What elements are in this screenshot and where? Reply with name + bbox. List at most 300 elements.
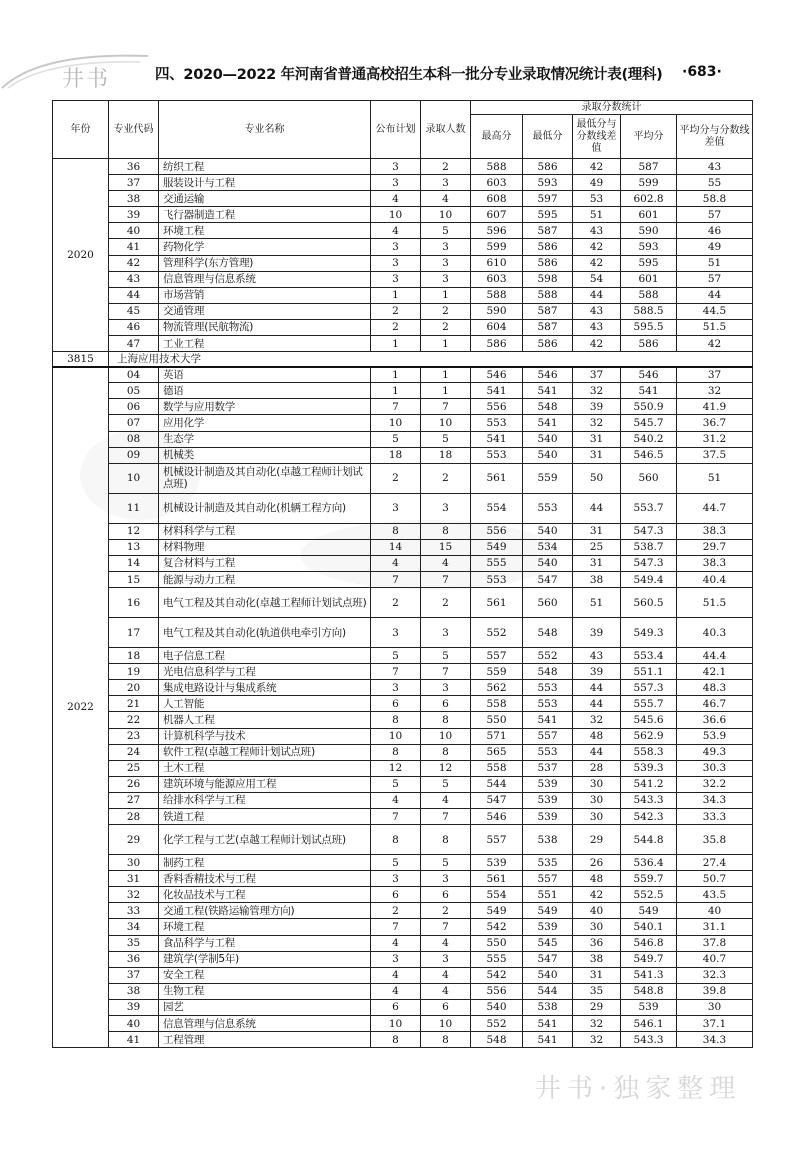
cell-name: 英语 — [159, 367, 371, 383]
cell-admitted: 4 — [421, 983, 471, 999]
cell-avg-diff: 40.7 — [677, 951, 753, 967]
cell-max: 596 — [471, 223, 523, 239]
cell-admitted: 2 — [421, 903, 471, 919]
cell-min-diff: 36 — [573, 935, 621, 951]
cell-avg-diff: 40.4 — [677, 571, 753, 587]
table-row — [53, 303, 753, 319]
cell-name: 机械设计制造及其自动化(机辆工程方向) — [159, 493, 371, 523]
cell-admitted: 7 — [421, 664, 471, 680]
cell-code: 15 — [109, 571, 159, 587]
cell-min: 560 — [523, 588, 573, 618]
cell-avg-diff: 30 — [677, 999, 753, 1015]
cell-name: 纺织工程 — [159, 159, 371, 175]
cell-name: 交通管理 — [159, 303, 371, 319]
cell-min: 549 — [523, 903, 573, 919]
cell-min: 544 — [523, 983, 573, 999]
table-row — [53, 255, 753, 271]
cell-code: 47 — [109, 336, 159, 352]
cell-code: 07 — [109, 415, 159, 431]
cell-name: 环境工程 — [159, 223, 371, 239]
cell-min: 548 — [523, 664, 573, 680]
cell-admitted: 1 — [421, 287, 471, 303]
cell-avg-diff: 49.3 — [677, 744, 753, 760]
cell-max: 546 — [471, 367, 523, 383]
cell-code: 05 — [109, 383, 159, 399]
cell-code: 06 — [109, 399, 159, 415]
cell-min-diff: 39 — [573, 664, 621, 680]
cell-code: 21 — [109, 696, 159, 712]
cell-admitted: 2 — [421, 463, 471, 493]
cell-avg: 546.1 — [621, 1016, 677, 1032]
cell-admitted: 6 — [421, 887, 471, 903]
table-row — [53, 664, 753, 680]
cell-code: 36 — [109, 951, 159, 967]
table-row — [53, 903, 753, 919]
cell-avg: 586 — [621, 336, 677, 352]
cell-name: 生态学 — [159, 431, 371, 447]
cell-avg: 542.3 — [621, 809, 677, 825]
cell-admitted: 5 — [421, 648, 471, 664]
cell-name: 化妆品技术与工程 — [159, 887, 371, 903]
cell-code: 38 — [109, 191, 159, 207]
cell-avg-diff: 44.4 — [677, 648, 753, 664]
header-avg-diff: 平均分与分数线差值 — [677, 115, 753, 159]
table-row — [53, 367, 753, 383]
cell-admitted: 5 — [421, 223, 471, 239]
cell-min-diff: 48 — [573, 871, 621, 887]
cell-avg: 543.3 — [621, 792, 677, 808]
cell-min: 548 — [523, 618, 573, 648]
cell-code: 34 — [109, 919, 159, 935]
cell-min-diff: 43 — [573, 648, 621, 664]
cell-max: 541 — [471, 431, 523, 447]
cell-min-diff: 30 — [573, 919, 621, 935]
cell-code: 29 — [109, 825, 159, 855]
cell-min-diff: 40 — [573, 903, 621, 919]
table-row — [53, 555, 753, 571]
cell-min-diff: 43 — [573, 303, 621, 319]
cell-min: 597 — [523, 191, 573, 207]
cell-avg-diff: 31.2 — [677, 431, 753, 447]
cell-name: 环境工程 — [159, 919, 371, 935]
cell-admitted: 1 — [421, 367, 471, 383]
cell-code: 36 — [109, 159, 159, 175]
table-row — [53, 648, 753, 664]
cell-name: 给排水科学与工程 — [159, 792, 371, 808]
cell-admitted: 4 — [421, 935, 471, 951]
cell-max: 559 — [471, 664, 523, 680]
cell-code: 33 — [109, 903, 159, 919]
header-score-group: 录取分数统计 — [471, 101, 753, 115]
cell-min: 548 — [523, 399, 573, 415]
table-row — [53, 588, 753, 618]
cell-name: 化学工程与工艺(卓越工程师计划试点班) — [159, 825, 371, 855]
table-row — [53, 383, 753, 399]
cell-avg: 588.5 — [621, 303, 677, 319]
table-row — [53, 463, 753, 493]
cell-min: 540 — [523, 447, 573, 463]
cell-plan: 4 — [371, 792, 421, 808]
cell-avg-diff: 30.3 — [677, 760, 753, 776]
cell-avg-diff: 41.9 — [677, 399, 753, 415]
cell-plan: 3 — [371, 493, 421, 523]
table-row — [53, 871, 753, 887]
cell-avg: 548.8 — [621, 983, 677, 999]
table-row — [53, 967, 753, 983]
cell-name: 软件工程(卓越工程师计划试点班) — [159, 744, 371, 760]
table-row — [53, 399, 753, 415]
cell-min-diff: 31 — [573, 555, 621, 571]
cell-plan: 4 — [371, 983, 421, 999]
cell-max: 552 — [471, 1016, 523, 1032]
cell-name: 电气工程及其自动化(卓越工程师计划试点班) — [159, 588, 371, 618]
cell-code: 17 — [109, 618, 159, 648]
header-avg: 平均分 — [621, 115, 677, 159]
cell-max: 558 — [471, 760, 523, 776]
cell-max: 553 — [471, 571, 523, 587]
cell-name: 人工智能 — [159, 696, 371, 712]
cell-admitted: 12 — [421, 760, 471, 776]
logo: 井书 — [62, 67, 111, 92]
table-row — [53, 239, 753, 255]
cell-name: 机械设计制造及其自动化(卓越工程师计划试点班) — [159, 463, 371, 493]
cell-admitted: 15 — [421, 539, 471, 555]
cell-name: 应用化学 — [159, 415, 371, 431]
cell-code: 08 — [109, 431, 159, 447]
cell-max: 558 — [471, 696, 523, 712]
cell-max: 540 — [471, 999, 523, 1015]
cell-admitted: 4 — [421, 792, 471, 808]
cell-name: 飞行器制造工程 — [159, 207, 371, 223]
cell-code: 26 — [109, 776, 159, 792]
cell-max: 556 — [471, 399, 523, 415]
cell-max: 557 — [471, 825, 523, 855]
cell-admitted: 4 — [421, 191, 471, 207]
cell-avg-diff: 42.1 — [677, 664, 753, 680]
cell-plan: 10 — [371, 728, 421, 744]
page-number: ·683· — [682, 64, 722, 80]
cell-admitted: 8 — [421, 744, 471, 760]
cell-plan: 2 — [371, 319, 421, 335]
cell-min-diff: 42 — [573, 239, 621, 255]
cell-min: 547 — [523, 571, 573, 587]
cell-avg: 549.4 — [621, 571, 677, 587]
cell-min: 535 — [523, 855, 573, 871]
cell-plan: 3 — [371, 271, 421, 287]
cell-avg: 540.1 — [621, 919, 677, 935]
school-name: 上海应用技术大学 — [109, 352, 753, 367]
cell-admitted: 10 — [421, 1016, 471, 1032]
cell-avg-diff: 40 — [677, 903, 753, 919]
cell-avg: 544.8 — [621, 825, 677, 855]
cell-max: 588 — [471, 287, 523, 303]
cell-plan: 3 — [371, 175, 421, 191]
cell-min-diff: 54 — [573, 271, 621, 287]
cell-max: 554 — [471, 493, 523, 523]
cell-admitted: 7 — [421, 571, 471, 587]
cell-name: 材料科学与工程 — [159, 523, 371, 539]
cell-plan: 5 — [371, 431, 421, 447]
cell-min-diff: 39 — [573, 618, 621, 648]
cell-avg: 545.7 — [621, 415, 677, 431]
cell-admitted: 1 — [421, 383, 471, 399]
cell-min-diff: 28 — [573, 760, 621, 776]
cell-plan: 12 — [371, 760, 421, 776]
cell-name: 建筑学(学制5年) — [159, 951, 371, 967]
cell-avg: 562.9 — [621, 728, 677, 744]
cell-code: 32 — [109, 887, 159, 903]
cell-plan: 8 — [371, 712, 421, 728]
cell-min-diff: 42 — [573, 336, 621, 352]
cell-name: 工业工程 — [159, 336, 371, 352]
cell-avg-diff: 37.1 — [677, 1016, 753, 1032]
cell-name: 材料物理 — [159, 539, 371, 555]
cell-max: 590 — [471, 303, 523, 319]
cell-plan: 10 — [371, 1016, 421, 1032]
cell-min: 586 — [523, 239, 573, 255]
cell-avg-diff: 27.4 — [677, 855, 753, 871]
cell-min: 557 — [523, 871, 573, 887]
cell-avg: 558.3 — [621, 744, 677, 760]
cell-max: 552 — [471, 618, 523, 648]
table-row — [53, 618, 753, 648]
cell-admitted: 3 — [421, 239, 471, 255]
cell-name: 制药工程 — [159, 855, 371, 871]
cell-avg-diff: 40.3 — [677, 618, 753, 648]
cell-min-diff: 38 — [573, 571, 621, 587]
cell-max: 610 — [471, 255, 523, 271]
cell-code: 35 — [109, 935, 159, 951]
cell-min: 598 — [523, 271, 573, 287]
table-row — [53, 680, 753, 696]
cell-min: 553 — [523, 493, 573, 523]
cell-min-diff: 31 — [573, 523, 621, 539]
cell-min: 587 — [523, 223, 573, 239]
cell-avg-diff: 34.3 — [677, 1032, 753, 1048]
header-min-diff: 最低分与分数线差值 — [573, 115, 621, 159]
cell-code: 24 — [109, 744, 159, 760]
cell-code: 18 — [109, 648, 159, 664]
table-row — [53, 336, 753, 352]
cell-min: 586 — [523, 159, 573, 175]
cell-admitted: 3 — [421, 871, 471, 887]
table-row — [53, 207, 753, 223]
cell-avg-diff: 43 — [677, 159, 753, 175]
cell-plan: 8 — [371, 523, 421, 539]
cell-min: 541 — [523, 1032, 573, 1048]
cell-min: 540 — [523, 431, 573, 447]
cell-avg-diff: 51 — [677, 463, 753, 493]
cell-avg-diff: 32.3 — [677, 967, 753, 983]
cell-avg: 549.7 — [621, 951, 677, 967]
table-row — [53, 999, 753, 1015]
cell-max: 599 — [471, 239, 523, 255]
cell-min: 540 — [523, 967, 573, 983]
cell-min-diff: 44 — [573, 696, 621, 712]
school-row — [53, 352, 753, 367]
cell-min: 540 — [523, 555, 573, 571]
cell-avg: 560 — [621, 463, 677, 493]
cell-avg: 559.7 — [621, 871, 677, 887]
cell-avg: 543.3 — [621, 1032, 677, 1048]
table-row — [53, 696, 753, 712]
cell-code: 16 — [109, 588, 159, 618]
cell-max: 547 — [471, 792, 523, 808]
cell-avg: 540.2 — [621, 431, 677, 447]
cell-min-diff: 30 — [573, 809, 621, 825]
header-max: 最高分 — [471, 115, 523, 159]
cell-plan: 14 — [371, 539, 421, 555]
cell-avg: 595.5 — [621, 319, 677, 335]
cell-min-diff: 29 — [573, 999, 621, 1015]
cell-name: 数学与应用数学 — [159, 399, 371, 415]
cell-min: 538 — [523, 825, 573, 855]
cell-max: 608 — [471, 191, 523, 207]
cell-min: 586 — [523, 255, 573, 271]
cell-max: 561 — [471, 871, 523, 887]
cell-plan: 18 — [371, 447, 421, 463]
cell-min-diff: 44 — [573, 493, 621, 523]
cell-plan: 7 — [371, 664, 421, 680]
cell-plan: 6 — [371, 696, 421, 712]
cell-avg: 546 — [621, 367, 677, 383]
cell-min: 541 — [523, 383, 573, 399]
cell-name: 交通工程(铁路运输管理方向) — [159, 903, 371, 919]
cell-avg: 553.4 — [621, 648, 677, 664]
cell-plan: 1 — [371, 383, 421, 399]
header-plan: 公布计划 — [371, 101, 421, 159]
cell-name: 光电信息科学与工程 — [159, 664, 371, 680]
cell-admitted: 1 — [421, 336, 471, 352]
cell-min-diff: 32 — [573, 383, 621, 399]
cell-min-diff: 44 — [573, 287, 621, 303]
cell-max: 539 — [471, 855, 523, 871]
cell-admitted: 8 — [421, 1032, 471, 1048]
cell-avg: 601 — [621, 207, 677, 223]
cell-admitted: 3 — [421, 255, 471, 271]
cell-avg-diff: 51.5 — [677, 588, 753, 618]
cell-plan: 3 — [371, 618, 421, 648]
cell-max: 544 — [471, 776, 523, 792]
cell-avg-diff: 36.6 — [677, 712, 753, 728]
table-row — [53, 1016, 753, 1032]
cell-avg: 602.8 — [621, 191, 677, 207]
cell-max: 571 — [471, 728, 523, 744]
cell-plan: 3 — [371, 255, 421, 271]
cell-avg: 541 — [621, 383, 677, 399]
cell-admitted: 10 — [421, 728, 471, 744]
cell-plan: 3 — [371, 871, 421, 887]
cell-code: 46 — [109, 319, 159, 335]
cell-max: 554 — [471, 887, 523, 903]
cell-min: 539 — [523, 809, 573, 825]
cell-avg-diff: 44.5 — [677, 303, 753, 319]
cell-min-diff: 44 — [573, 680, 621, 696]
cell-admitted: 4 — [421, 555, 471, 571]
cell-plan: 1 — [371, 367, 421, 383]
cell-min: 593 — [523, 175, 573, 191]
cell-code: 22 — [109, 712, 159, 728]
cell-code: 20 — [109, 680, 159, 696]
cell-min-diff: 49 — [573, 175, 621, 191]
cell-code: 19 — [109, 664, 159, 680]
cell-name: 管理科学(东方管理) — [159, 255, 371, 271]
cell-name: 园艺 — [159, 999, 371, 1015]
cell-min: 547 — [523, 951, 573, 967]
cell-max: 542 — [471, 919, 523, 935]
cell-plan: 5 — [371, 776, 421, 792]
cell-name: 食品科学与工程 — [159, 935, 371, 951]
table-row — [53, 191, 753, 207]
cell-admitted: 2 — [421, 588, 471, 618]
cell-avg: 550.9 — [621, 399, 677, 415]
cell-max: 546 — [471, 809, 523, 825]
cell-code: 10 — [109, 463, 159, 493]
cell-avg: 588 — [621, 287, 677, 303]
cell-avg-diff: 46.7 — [677, 696, 753, 712]
header-year: 年份 — [53, 101, 109, 159]
cell-admitted: 3 — [421, 680, 471, 696]
cell-min-diff: 32 — [573, 1032, 621, 1048]
cell-avg-diff: 34.3 — [677, 792, 753, 808]
cell-avg-diff: 37 — [677, 367, 753, 383]
cell-avg: 545.6 — [621, 712, 677, 728]
cell-name: 铁道工程 — [159, 809, 371, 825]
cell-min-diff: 39 — [573, 399, 621, 415]
table-row — [53, 447, 753, 463]
cell-min-diff: 26 — [573, 855, 621, 871]
table-row — [53, 431, 753, 447]
cell-name: 土木工程 — [159, 760, 371, 776]
cell-avg: 547.3 — [621, 555, 677, 571]
cell-avg: 552.5 — [621, 887, 677, 903]
table-row — [53, 539, 753, 555]
cell-avg-diff: 38.3 — [677, 523, 753, 539]
cell-min: 587 — [523, 319, 573, 335]
cell-max: 550 — [471, 712, 523, 728]
cell-name: 交通运输 — [159, 191, 371, 207]
year-cell: 2022 — [53, 367, 109, 1048]
cell-plan: 2 — [371, 588, 421, 618]
cell-admitted: 2 — [421, 303, 471, 319]
table-row — [53, 523, 753, 539]
cell-min: 541 — [523, 712, 573, 728]
cell-min: 559 — [523, 463, 573, 493]
cell-plan: 1 — [371, 336, 421, 352]
cell-min: 537 — [523, 760, 573, 776]
table-row — [53, 887, 753, 903]
cell-max: 561 — [471, 463, 523, 493]
cell-min-diff: 32 — [573, 415, 621, 431]
cell-code: 38 — [109, 983, 159, 999]
cell-plan: 5 — [371, 855, 421, 871]
table-row — [53, 855, 753, 871]
cell-max: 607 — [471, 207, 523, 223]
cell-name: 信息管理与信息系统 — [159, 271, 371, 287]
cell-name: 香料香精技术与工程 — [159, 871, 371, 887]
table-row — [53, 728, 753, 744]
cell-admitted: 7 — [421, 809, 471, 825]
cell-avg-diff: 32.2 — [677, 776, 753, 792]
cell-max: 549 — [471, 903, 523, 919]
cell-plan: 10 — [371, 207, 421, 223]
cell-max: 603 — [471, 271, 523, 287]
cell-max: 557 — [471, 648, 523, 664]
cell-code: 45 — [109, 303, 159, 319]
cell-name: 机器人工程 — [159, 712, 371, 728]
cell-max: 541 — [471, 383, 523, 399]
cell-plan: 6 — [371, 887, 421, 903]
